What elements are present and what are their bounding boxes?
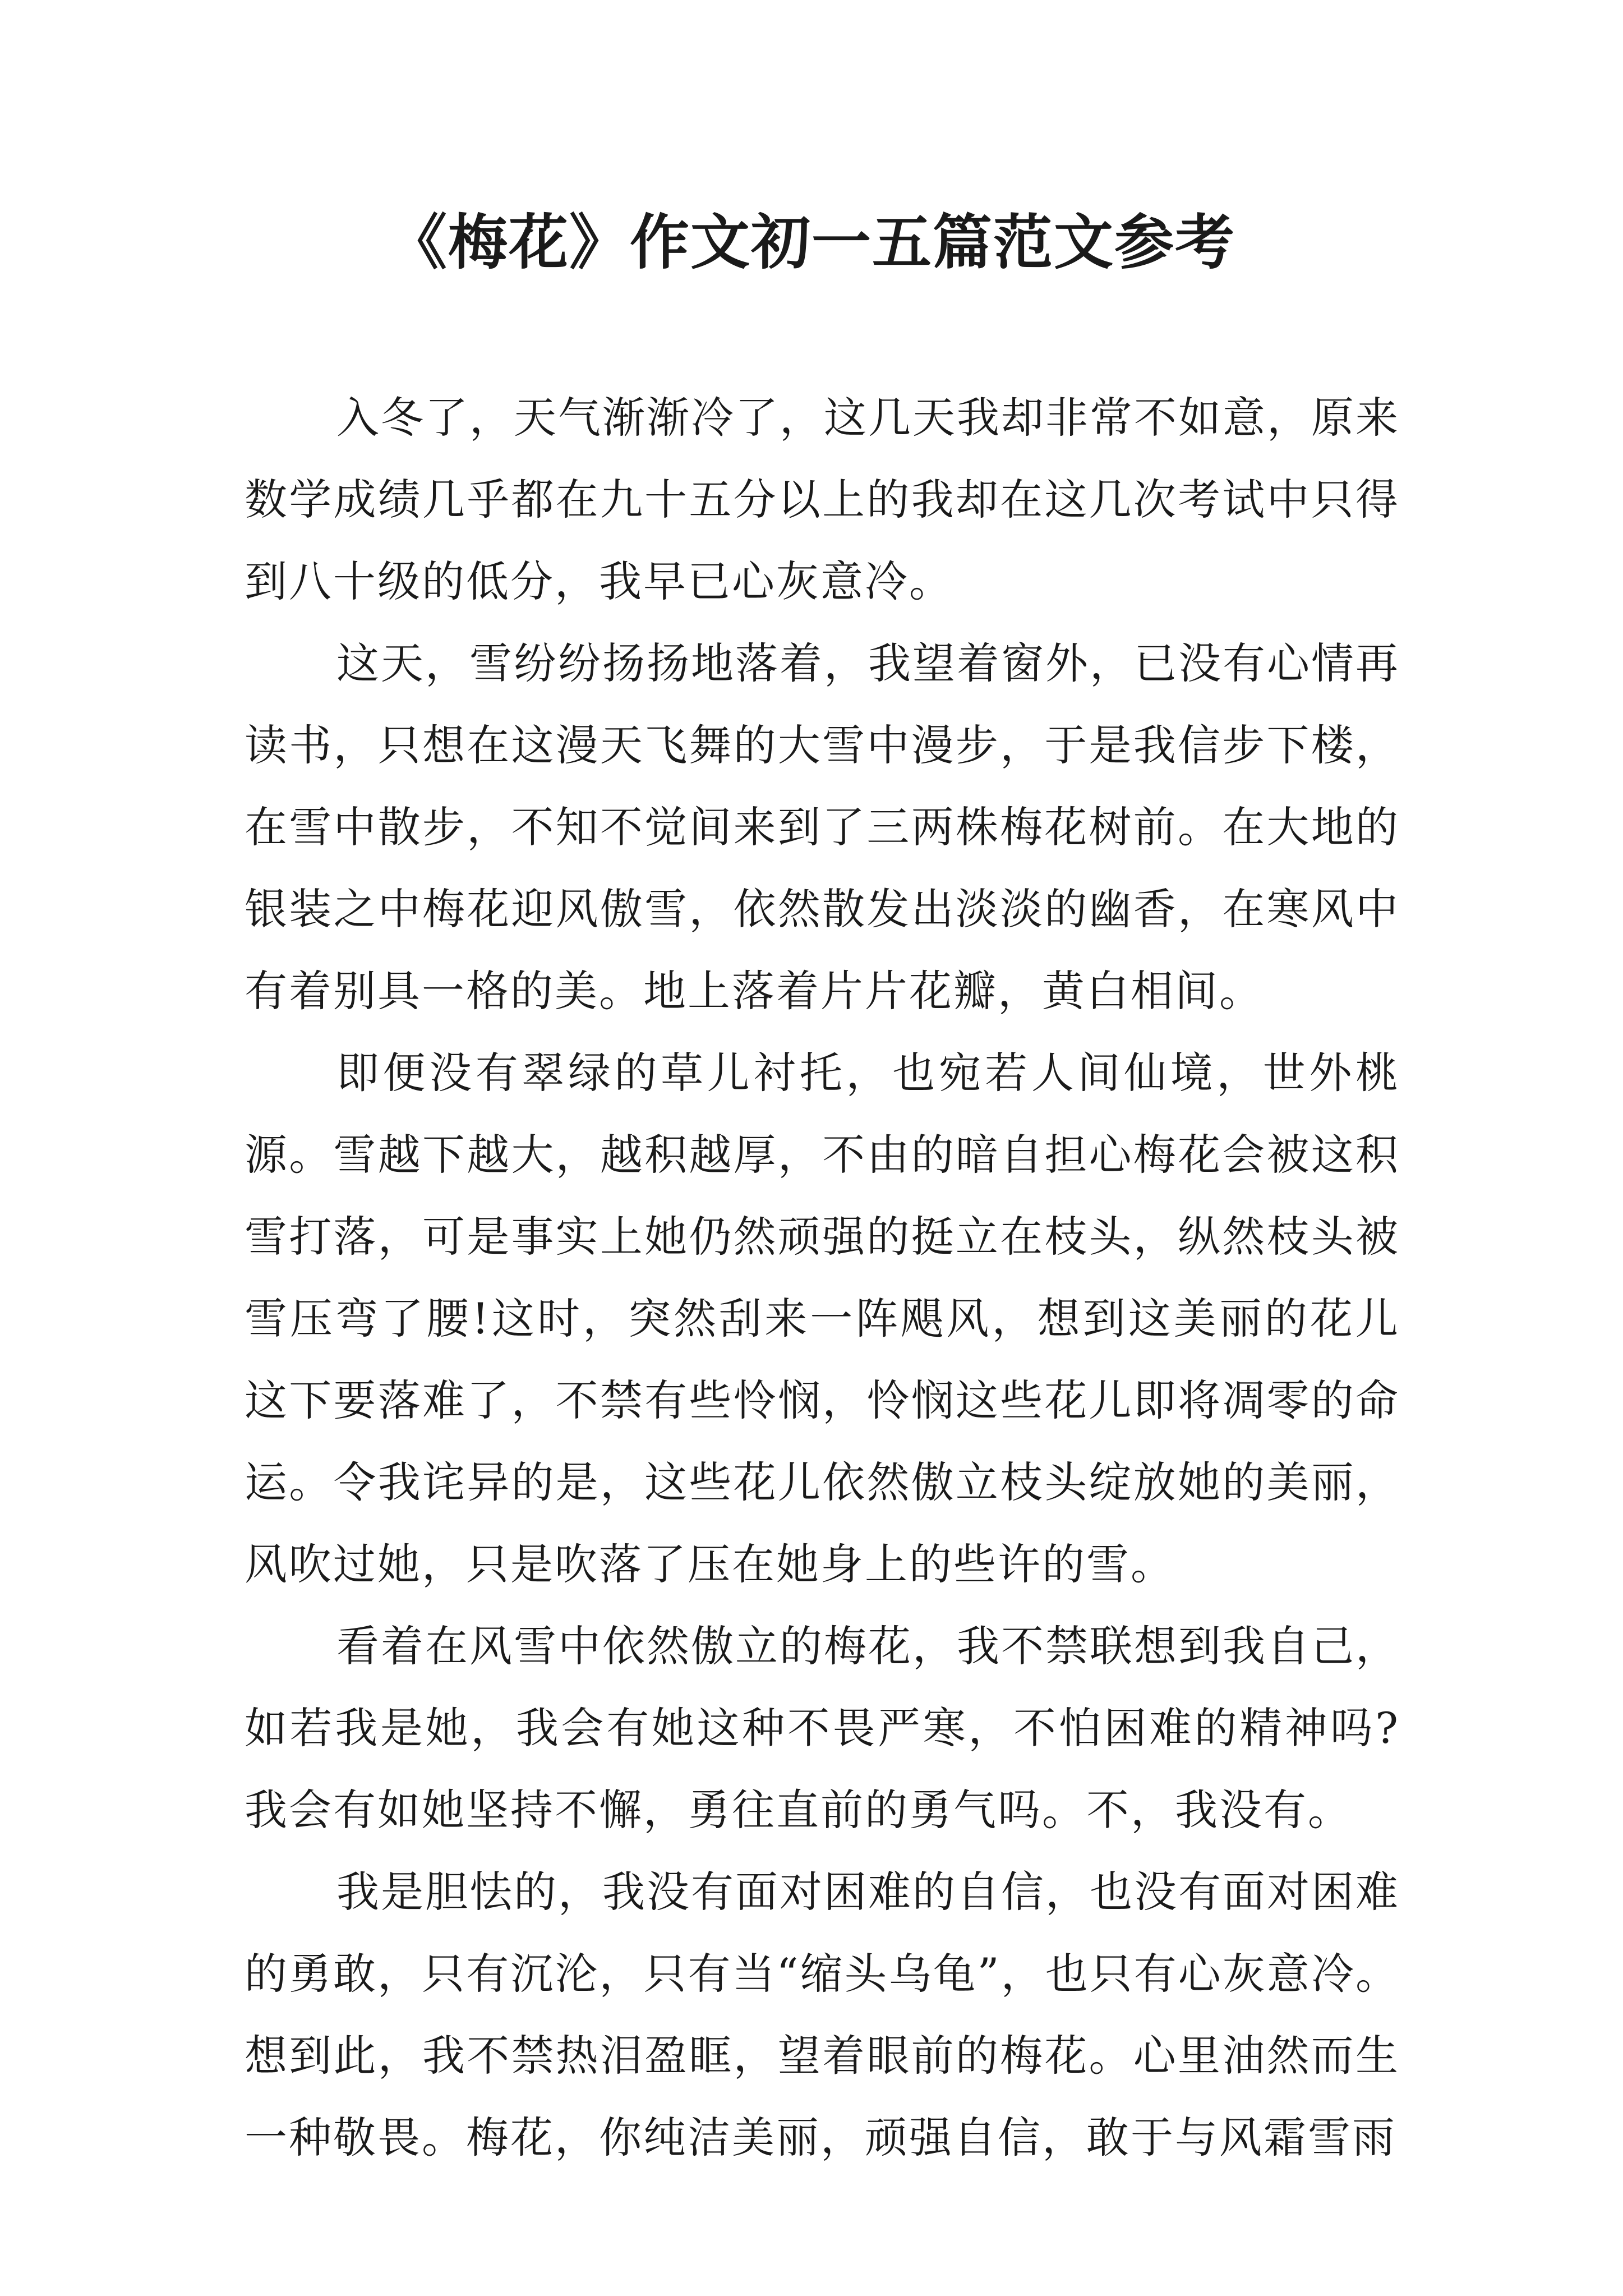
document-title: 《梅花》作文初一五篇范文参考 (388, 207, 1235, 277)
paragraph: 入冬了，天气渐渐冷了，这几天我却非常不如意，原来数学成绩几乎都在九十五分以上的我却在这几次考试中只得到八十级的低分，我早已心灰意冷。 (245, 393, 1400, 606)
paragraph: 我是胆怯的，我没有面对困难的自信，也没有面对困难的勇敢，只有沉沦，只有当“缩头乌龟”，也只有心灰意冷。想到此，我不禁热泪盈眶，望着眼前的梅花。心里油然而生一种敬畏。梅花，你纯洁美丽，顽强自信，敢于与风霜雪雨 (245, 1867, 1400, 2162)
paragraph: 即便没有翠绿的草儿衬托，也宛若人间仙境，世外桃源。雪越下越大，越积越厚，不由的暗自担心梅花会被这积雪打落，可是事实上她仍然顽强的挺立在枝头，纵然枝头被雪压弯了腰!这时，突然刮来一阵飓风，想到这美丽的花儿这下要落难了，不禁有些怜悯，怜悯这些花儿即将凋零的命运。令我诧异的是，这些花儿依然傲立枝头绽放她的美丽，风吹过她，只是吹落了压在她身上的些许的雪。 (245, 1048, 1400, 1589)
paragraph: 这天，雪纷纷扬扬地落着，我望着窗外，已没有心情再读书，只想在这漫天飞舞的大雪中漫步，于是我信步下楼，在雪中散步，不知不觉间来到了三两株梅花树前。在大地的银装之中梅花迎风傲雪，依然散发出淡淡的幽香，在寒风中有着别具一格的美。地上落着片片花瓣，黄白相间。 (245, 638, 1400, 1016)
document-body (245, 377, 1400, 2179)
paragraph: 看着在风雪中依然傲立的梅花，我不禁联想到我自己，如若我是她，我会有她这种不畏严寒，不怕困难的精神吗?我会有如她坚持不懈，勇往直前的勇气吗。不，我没有。 (245, 1621, 1400, 1835)
